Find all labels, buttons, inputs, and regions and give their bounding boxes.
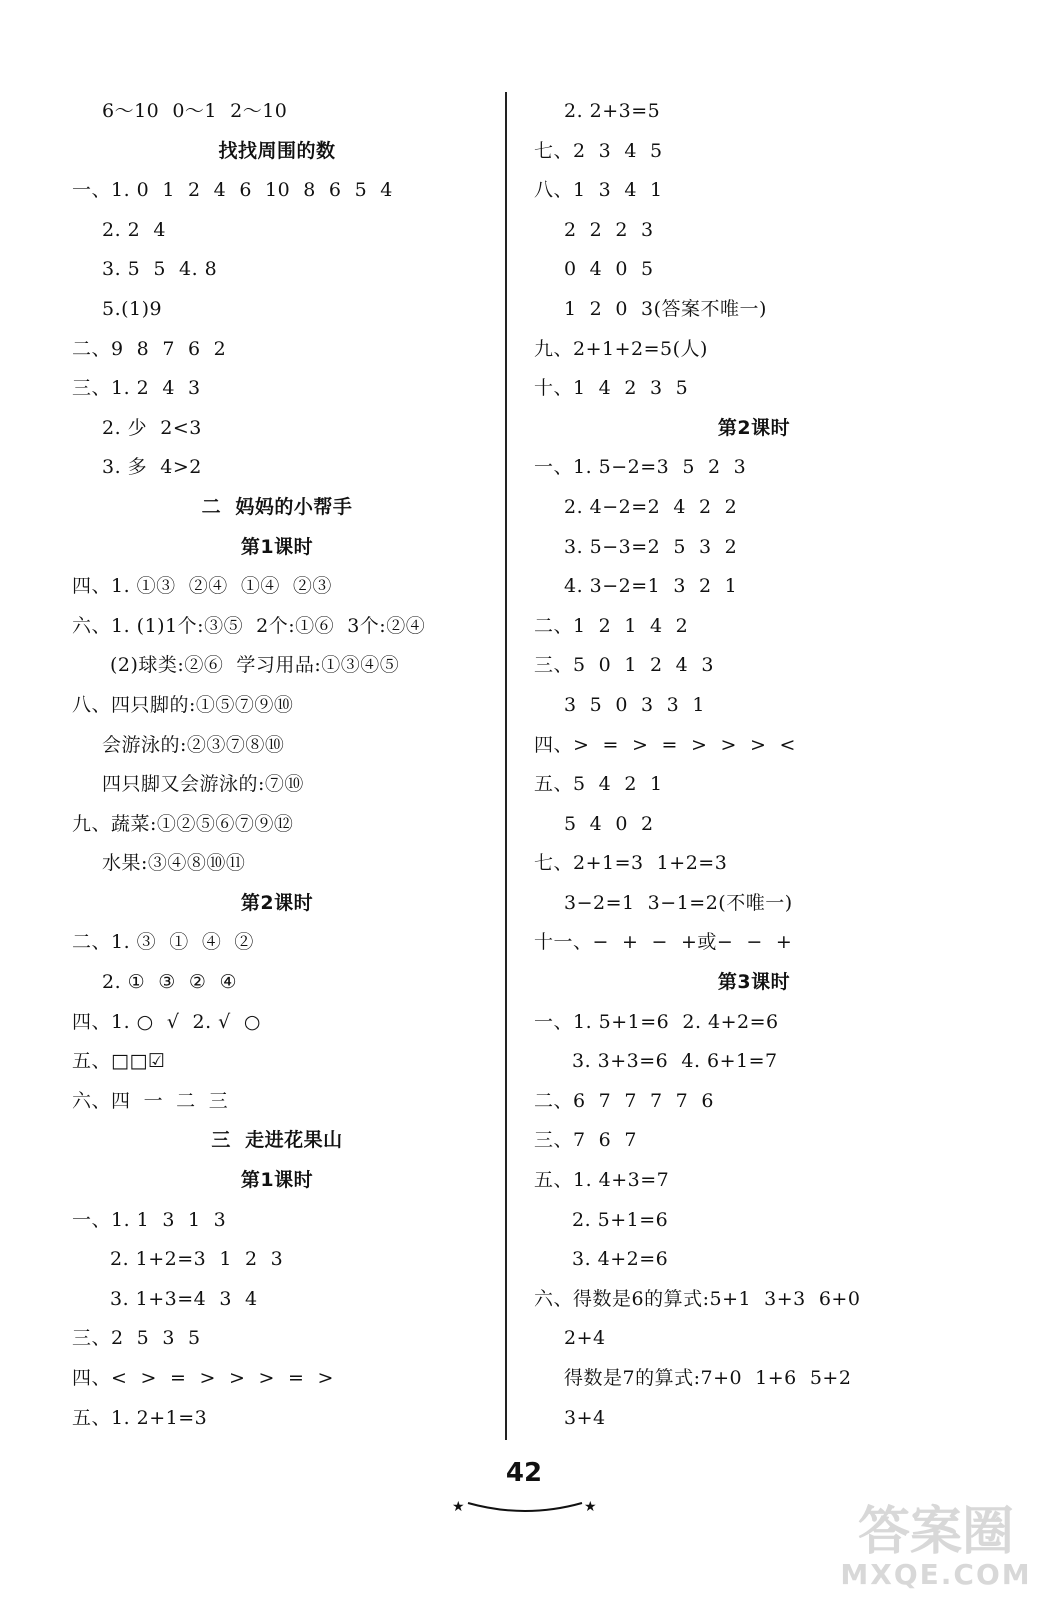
answer-line: 3. 5 5 4. 8 bbox=[102, 258, 218, 281]
answer-line: 得数是7的算式:7+0 1+6 5+2 bbox=[564, 1367, 852, 1389]
answer-line: 3. 4+2=6 bbox=[572, 1248, 669, 1271]
answer-line: 会游泳的:②③⑦⑧⑩ bbox=[102, 733, 285, 756]
answer-line: 九、蔬菜:①②⑤⑥⑦⑨⑫ bbox=[72, 812, 294, 835]
answer-line: 五、1. 2+1=3 bbox=[72, 1406, 208, 1429]
page-footer bbox=[0, 1458, 1048, 1488]
answer-line: 三、1. 2 4 3 bbox=[72, 377, 201, 400]
answer-line: 十一、− + − +或− − + bbox=[534, 931, 793, 954]
answer-line: 3. 3+3=6 4. 6+1=7 bbox=[572, 1050, 778, 1073]
answer-line: 一、1. 5−2=3 5 2 3 bbox=[534, 456, 747, 479]
answer-line: 六、1. (1)1个:③⑤ 2个:①⑥ 3个:②④ bbox=[72, 614, 426, 637]
answer-line: 3+4 bbox=[564, 1406, 606, 1429]
star-swoosh-ornament bbox=[450, 1497, 600, 1517]
answer-line: 三、7 6 7 bbox=[534, 1129, 637, 1152]
answer-line: 四只脚又会游泳的:⑦⑩ bbox=[102, 773, 304, 796]
answer-line: 2. 2 4 bbox=[102, 218, 166, 241]
answer-line: 0 4 0 5 bbox=[564, 258, 654, 281]
page-number: 42 bbox=[505, 1458, 543, 1488]
svg-text:★: ★ bbox=[452, 1499, 465, 1515]
answer-line: 2. 1+2=3 1 2 3 bbox=[110, 1248, 284, 1271]
answer-line: 六、得数是6的算式:5+1 3+3 6+0 bbox=[534, 1287, 861, 1310]
answer-line: 十、1 4 2 3 5 bbox=[534, 377, 689, 400]
answer-line: 5 4 0 2 bbox=[564, 812, 654, 835]
answer-line: 1 2 0 3(答案不唯一) bbox=[564, 297, 767, 320]
answer-line: 水果:③④⑧⑩⑪ bbox=[102, 852, 246, 875]
answer-line: 六、四 一 二 三 bbox=[72, 1089, 229, 1112]
answer-line: 2. ① ③ ② ④ bbox=[102, 971, 238, 994]
watermark-logo: 答案圈 bbox=[857, 1502, 1014, 1562]
answer-line: 4. 3−2=1 3 2 1 bbox=[564, 575, 738, 598]
answer-line: 2. 2+3=5 bbox=[564, 100, 661, 122]
section-heading: 第2课时 bbox=[717, 416, 791, 439]
answer-line: 2. 5+1=6 bbox=[572, 1208, 669, 1231]
answer-line: 二、6 7 7 7 7 6 bbox=[534, 1089, 714, 1112]
answer-line: 七、2+1=3 1+2=3 bbox=[534, 852, 728, 875]
answer-line: 2 2 2 3 bbox=[564, 218, 654, 241]
answer-line: 3−2=1 3−1=2(不唯一) bbox=[564, 891, 793, 914]
watermark-url: MXQE.COM bbox=[840, 1558, 1032, 1591]
answer-line: 三、2 5 3 5 bbox=[72, 1327, 201, 1350]
section-heading: 三 走进花果山 bbox=[211, 1129, 343, 1152]
section-heading: 第1课时 bbox=[240, 1169, 314, 1192]
answer-line: 五、□□☑ bbox=[72, 1050, 166, 1073]
answer-line: 3. 多 4>2 bbox=[102, 456, 202, 479]
left-answer-column bbox=[72, 92, 482, 1438]
answer-line: 2+4 bbox=[564, 1327, 606, 1350]
section-heading: 二 妈妈的小帮手 bbox=[201, 495, 353, 518]
section-heading: 第1课时 bbox=[240, 535, 314, 558]
answer-line: 四、< > = > > > = > bbox=[72, 1367, 334, 1389]
answer-line: 6～10 0～1 2～10 bbox=[102, 100, 288, 122]
answer-line: 四、1. ○ √ 2. √ ○ bbox=[72, 1010, 261, 1033]
answer-line: 七、2 3 4 5 bbox=[534, 139, 663, 162]
watermark bbox=[836, 1504, 1036, 1594]
answer-line: 二、9 8 7 6 2 bbox=[72, 337, 227, 360]
answer-line: 四、> = > = > > > < bbox=[534, 733, 796, 756]
answer-line: 一、1. 1 3 1 3 bbox=[72, 1208, 227, 1231]
answer-line: 二、1 2 1 4 2 bbox=[534, 614, 689, 637]
answer-line: 五、1. 4+3=7 bbox=[534, 1169, 670, 1192]
section-heading: 找找周围的数 bbox=[218, 139, 336, 162]
answer-line: 2. 少 2<3 bbox=[102, 416, 202, 439]
answer-line: 3 5 0 3 3 1 bbox=[564, 693, 705, 716]
answer-line: 3. 5−3=2 5 3 2 bbox=[564, 535, 738, 558]
answer-line: 二、1. ③ ① ④ ② bbox=[72, 931, 254, 954]
right-answer-column bbox=[534, 92, 974, 1438]
answer-line: 八、四只脚的:①⑤⑦⑨⑩ bbox=[72, 693, 294, 716]
answer-line: 五、5 4 2 1 bbox=[534, 773, 663, 796]
answer-line: 5.(1)9 bbox=[102, 297, 163, 320]
answer-line: 三、5 0 1 2 4 3 bbox=[534, 654, 714, 677]
answer-line: 2. 4−2=2 4 2 2 bbox=[564, 495, 738, 518]
answer-line: 八、1 3 4 1 bbox=[534, 179, 663, 202]
answer-line: (2)球类:②⑥ 学习用品:①③④⑤ bbox=[110, 654, 400, 677]
answer-line: 九、2+1+2=5(人) bbox=[534, 337, 708, 360]
column-divider bbox=[505, 92, 507, 1440]
answer-line: 一、1. 0 1 2 4 6 10 8 6 5 4 bbox=[72, 179, 393, 202]
section-heading: 第3课时 bbox=[717, 971, 791, 994]
svg-text:★: ★ bbox=[584, 1499, 597, 1515]
section-heading: 第2课时 bbox=[240, 891, 314, 914]
answer-line: 一、1. 5+1=6 2. 4+2=6 bbox=[534, 1010, 779, 1033]
answer-line: 四、1. ①③ ②④ ①④ ②③ bbox=[72, 575, 332, 598]
answer-line: 3. 1+3=4 3 4 bbox=[110, 1287, 258, 1310]
